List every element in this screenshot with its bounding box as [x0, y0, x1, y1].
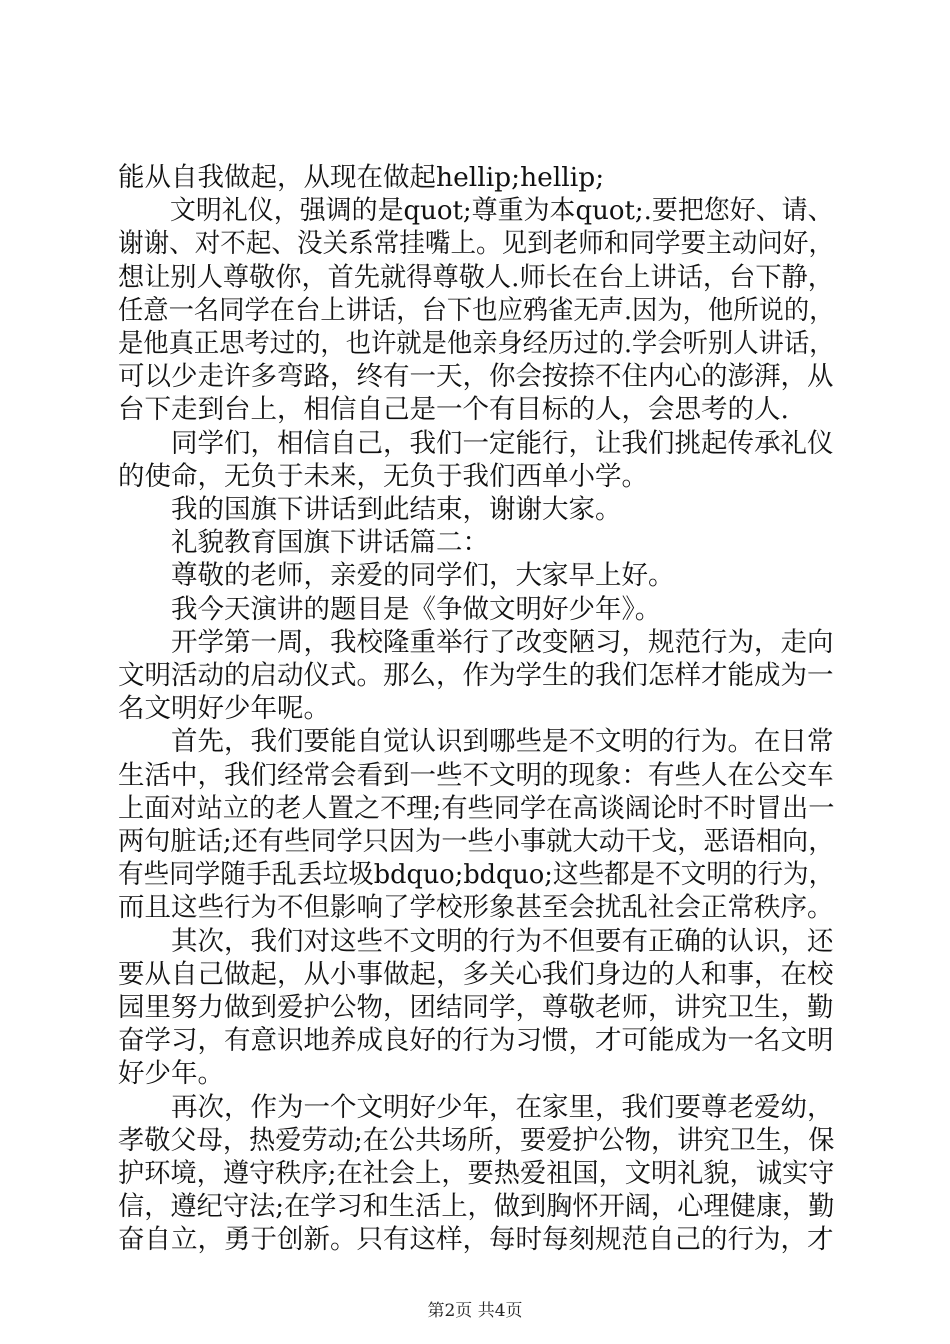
text-line: 我今天演讲的题目是《争做文明好少年》。 — [118, 593, 662, 625]
text-line: 有些同学随手乱丢垃圾bdquo;bdquo;这些都是不文明的行为， — [118, 859, 835, 891]
text-line: 生活中，我们经常会看到一些不文明的现象：有些人在公交车 — [118, 759, 834, 791]
text-line: 好少年。 — [118, 1058, 224, 1090]
text-line: 名文明好少年呢。 — [118, 693, 330, 725]
text-line: 礼貌教育国旗下讲话篇二： — [118, 527, 489, 559]
text-line: 孝敬父母，热爱劳动;在公共场所，要爱护公物，讲究卫生，保 — [118, 1124, 835, 1156]
text-line: 我的国旗下讲话到此结束，谢谢大家。 — [118, 494, 622, 525]
text-line: 两句脏话;还有些同学只因为一些小事就大动干戈，恶语相向， — [118, 826, 835, 857]
text-line: 是他真正思考过的，也许就是他亲身经历过的.学会听别人讲话， — [118, 328, 835, 359]
text-line: 同学们，相信自己，我们一定能行，让我们挑起传承礼仪 — [118, 427, 834, 459]
text-line: 而且这些行为不但影响了学校形象甚至会扰乱社会正常秩序。 — [118, 892, 834, 924]
text-line: 首先，我们要能自觉认识到哪些是不文明的行为。在日常 — [118, 726, 834, 758]
text-line: 上面对站立的老人置之不理;有些同学在高谈阔论时不时冒出一 — [118, 792, 835, 824]
text-line: 开学第一周，我校隆重举行了改变陋习，规范行为，走向 — [118, 626, 834, 658]
text-line: 再次，作为一个文明好少年，在家里，我们要尊老爱幼， — [118, 1091, 834, 1123]
text-line: 其次，我们对这些不文明的行为不但要有正确的认识，还 — [118, 925, 834, 957]
text-line: 台下走到台上，相信自己是一个有目标的人，会思考的人. — [118, 394, 789, 426]
page-footer: 第2页 共4页 — [427, 1301, 523, 1321]
text-line: 园里努力做到爱护公物，团结同学，尊敬老师，讲究卫生，勤 — [118, 992, 834, 1023]
text-line: 想让别人尊敬你，首先就得尊敬人.师长在台上讲话，台下静， — [118, 261, 834, 293]
text-line: 能从自我做起，从现在做起hellip;hellip; — [118, 162, 605, 193]
text-line: 奋学习，有意识地养成良好的行为习惯，才可能成为一名文明 — [118, 1025, 834, 1057]
text-line: 要从自己做起，从小事做起，多关心我们身边的人和事，在校 — [118, 958, 834, 990]
text-line: 的使命，无负于未来，无负于我们西单小学。 — [118, 460, 648, 492]
text-line: 可以少走许多弯路，终有一天，你会按捺不住内心的澎湃，从 — [118, 361, 834, 393]
text-line: 奋自立，勇于创新。只有这样，每时每刻规范自己的行为，才 — [118, 1224, 834, 1256]
text-line: 护环境，遵守秩序;在社会上，要热爱祖国，文明礼貌，诚实守 — [118, 1158, 835, 1189]
text-line: 文明礼仪，强调的是quot;尊重为本quot;.要把您好、请、 — [118, 195, 834, 227]
text-line: 任意一名同学在台上讲话，台下也应鸦雀无声.因为，他所说的， — [118, 294, 835, 326]
text-line: 谢谢、对不起、没关系常挂嘴上。见到老师和同学要主动问好， — [118, 228, 835, 260]
text-line: 信，遵纪守法;在学习和生活上，做到胸怀开阔，心理健康，勤 — [118, 1191, 835, 1223]
text-line: 文明活动的启动仪式。那么，作为学生的我们怎样才能成为一 — [118, 660, 834, 691]
text-line: 尊敬的老师，亲爱的同学们，大家早上好。 — [118, 560, 675, 592]
